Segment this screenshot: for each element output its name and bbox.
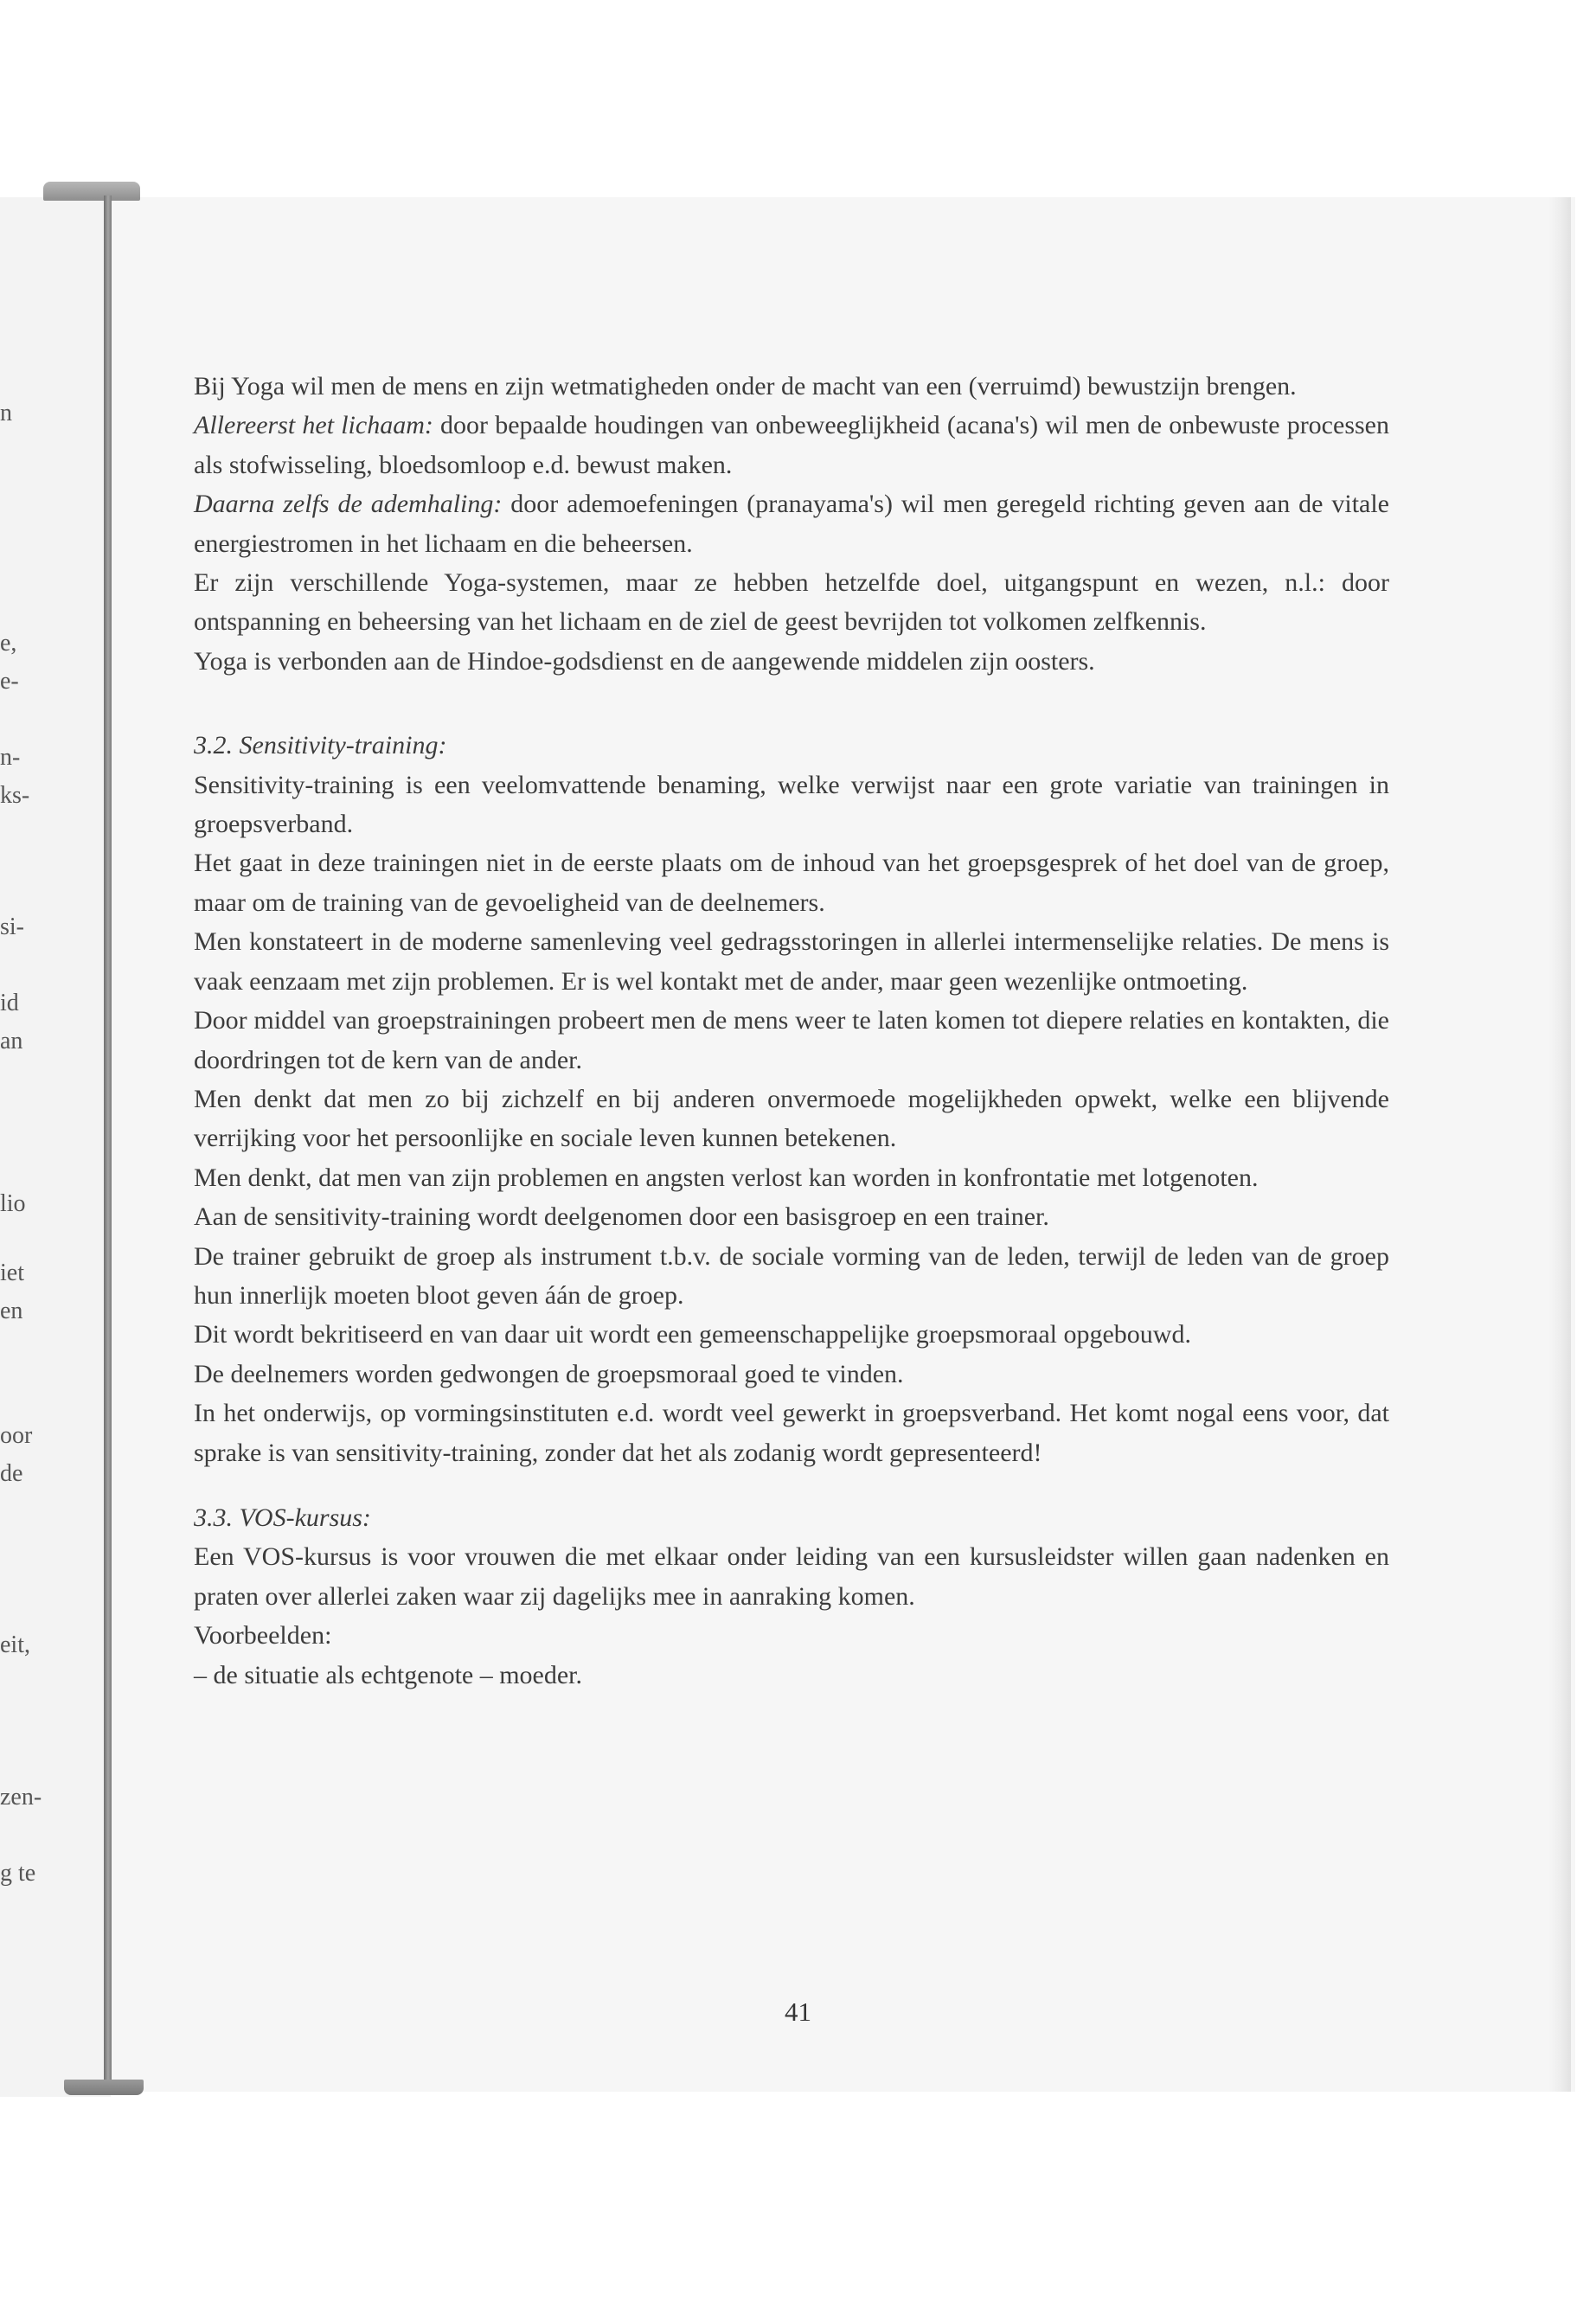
- previous-page-fragment: ks-: [0, 782, 30, 809]
- previous-page-fragment: an: [0, 1028, 23, 1054]
- page-edge-shadow: [1548, 197, 1571, 2092]
- vos-examples-label: Voorbeelden:: [194, 1621, 332, 1650]
- paragraph: Men denkt, dat men van zijn problemen en angsten verlost kan worden in konfrontatie met lotgenoten.: [194, 1163, 1259, 1192]
- previous-page-fragment: zen-: [0, 1784, 42, 1811]
- paragraph: Men konstateert in de moderne samenleving veel gedragsstoringen in allerlei intermenselijke relaties. De mens is vaak eenzaam met zijn problemen. Er is wel kontakt met de ander, maar geen wezenlijke ontmoeting.: [194, 927, 1389, 996]
- previous-page-fragment: n-: [0, 744, 21, 771]
- yoga-systems: Er zijn verschillende Yoga-systemen, maar ze hebben hetzelfde doel, uitgangspunt en wezen, n.l.: door ontspanning en beheersing van het lichaam en de ziel de geest bevrijden tot volkomen zelfkennis.: [194, 568, 1389, 637]
- yoga-breath-text: door ademoefeningen (pranayama's) wil men geregeld richting geven aan de vitale energiestromen in het lichaam en die beheersen.: [194, 490, 1389, 558]
- paragraph: Aan de sensitivity-training wordt deelgenomen door een basisgroep en een trainer.: [194, 1202, 1049, 1232]
- paragraph: Dit wordt bekritiseerd en van daar uit wordt een gemeenschappelijke groepsmoraal opgebouwd.: [194, 1320, 1191, 1349]
- vos-example-item: – de situatie als echtgenote – moeder.: [194, 1660, 583, 1689]
- previous-page-fragment: de: [0, 1460, 23, 1487]
- previous-page-fragment: id: [0, 990, 19, 1016]
- previous-page-fragment: si-: [0, 913, 24, 940]
- page-number: 41: [785, 1997, 811, 2027]
- paragraph: De deelnemers worden gedwongen de groepsmoraal goed te vinden.: [194, 1359, 904, 1388]
- paragraph: Sensitivity-training is een veelomvattende benaming, welke verwijst naar een grote variatie van trainingen in groepsverband.: [194, 770, 1389, 839]
- previous-page-fragment: n: [0, 400, 12, 426]
- paragraph: Het gaat in deze trainingen niet in de eerste plaats om de inhoud van het groepsgesprek of het doel van de groep, maar om de training van de gevoeligheid van de deelnemers.: [194, 849, 1389, 917]
- previous-page: [0, 197, 111, 2097]
- binding-top: [43, 182, 140, 201]
- yoga-body-text: door bepaalde houdingen van onbeweeglijkheid (acana's) wil men de onbewuste processen als stofwisseling, bloedsomloop e.d. bewust maken.: [194, 411, 1389, 479]
- previous-page-fragment: en: [0, 1298, 23, 1324]
- section-heading-3-2: 3.2. Sensitivity-training:: [194, 731, 447, 760]
- yoga-religion: Yoga is verbonden aan de Hindoe-godsdienst en de aangewende middelen zijn oosters.: [194, 646, 1095, 676]
- yoga-breath-paragraph: [194, 484, 1389, 563]
- yoga-body-paragraph: [194, 406, 1389, 484]
- book-spine: [104, 195, 112, 2088]
- previous-page-fragment: lio: [0, 1190, 26, 1217]
- previous-page-fragment: eit,: [0, 1631, 30, 1658]
- paragraph: Door middel van groepstrainingen probeert men de mens weer te laten komen tot diepere relaties en kontakten, die doordringen tot de kern van de ander.: [194, 1006, 1389, 1074]
- binding-bottom: [64, 2080, 144, 2095]
- paragraph: Men denkt dat men zo bij zichzelf en bij anderen onvermoede mogelijkheden opwekt, welke een blijvende verrijking voor het persoonlijke en sociale leven kunnen betekenen.: [194, 1084, 1389, 1153]
- paragraph: De trainer gebruikt de groep als instrument t.b.v. de sociale vorming van de leden, terwijl de leden van de groep hun innerlijk moeten bloot geven áán de groep.: [194, 1241, 1389, 1310]
- vos-paragraph: Een VOS-kursus is voor vrouwen die met elkaar onder leiding van een kursusleidster willen gaan nadenken en praten over allerlei zaken waar zij dagelijks mee in aanraking komen.: [194, 1542, 1389, 1611]
- yoga-body-heading: Allereerst het lichaam:: [194, 411, 433, 440]
- paragraph: In het onderwijs, op vormingsinstituten e.d. wordt veel gewerkt in groepsverband. Het komt nogal eens voor, dat sprake is van sensitivity-training, zonder dat het als zodanig wordt gepresenteerd!: [194, 1399, 1389, 1467]
- section-heading-3-3: 3.3. VOS-kursus:: [194, 1503, 371, 1532]
- yoga-intro: Bij Yoga wil men de mens en zijn wetmatigheden onder de macht van een (verruimd) bewustzijn brengen.: [194, 372, 1297, 401]
- previous-page-fragment: oor: [0, 1422, 33, 1449]
- page-body-text: [194, 367, 1389, 1695]
- previous-page-fragment: e-: [0, 668, 19, 695]
- previous-page-fragment: g te: [0, 1860, 36, 1887]
- previous-page-fragment: iet: [0, 1259, 24, 1286]
- yoga-breath-heading: Daarna zelfs de ademhaling:: [194, 490, 503, 519]
- previous-page-fragment: e,: [0, 630, 17, 657]
